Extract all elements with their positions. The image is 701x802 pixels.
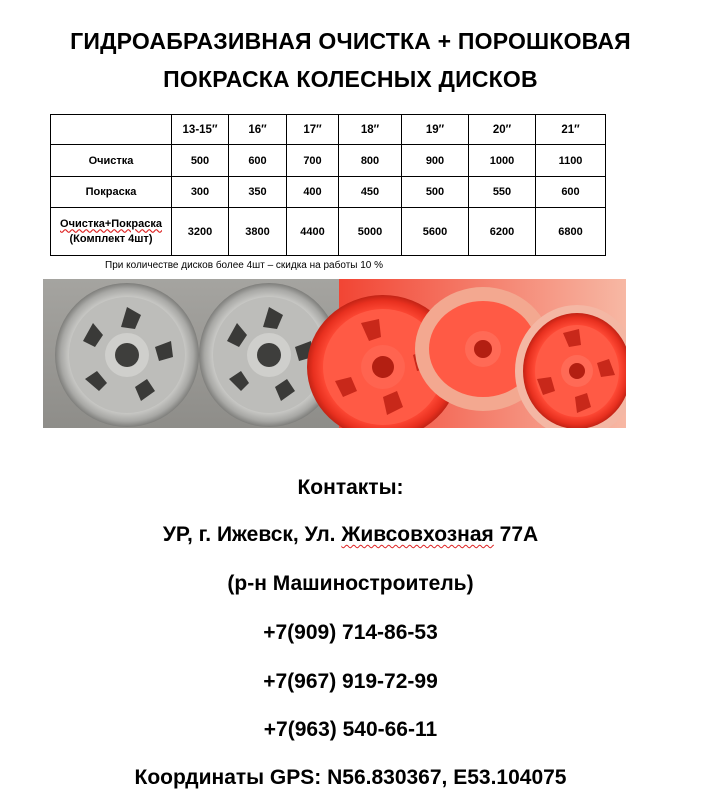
- table-header-cell: 16″: [229, 115, 287, 145]
- row-label: Очистка: [51, 145, 172, 177]
- address-street: Живсовхозная: [341, 523, 494, 546]
- table-cell: 350: [229, 177, 287, 208]
- contacts-heading: Контакты:: [297, 476, 404, 499]
- wheels-photo: [43, 279, 626, 428]
- contact-gps: Координаты GPS: N56.830367, E53.104075: [134, 766, 567, 789]
- table-cell: 1000: [469, 145, 536, 177]
- contact-phone-1: +7(909) 714-86-53: [263, 621, 438, 644]
- table-cell: 900: [402, 145, 469, 177]
- wheels-photo-illustration: [43, 279, 626, 428]
- table-cell: 500: [172, 145, 229, 177]
- row-label-line-2: (Комплект 4шт): [69, 232, 153, 245]
- table-cell: 500: [402, 177, 469, 208]
- table-header-cell: 19″: [402, 115, 469, 145]
- table-cell: 5000: [339, 208, 402, 256]
- table-header-cell: 20″: [469, 115, 536, 145]
- contact-phone-3: +7(963) 540-66-11: [263, 718, 438, 741]
- table-cell: 600: [229, 145, 287, 177]
- address-prefix: УР, г. Ижевск, Ул.: [162, 523, 342, 546]
- price-table: [50, 114, 606, 256]
- discount-note: При количестве дисков более 4шт – скидка на работы 10 %: [105, 260, 384, 271]
- contact-district: (р-н Машиностроитель): [227, 572, 474, 595]
- table-cell: 5600: [402, 208, 469, 256]
- table-cell: 3800: [229, 208, 287, 256]
- table-header-cell: 17″: [287, 115, 339, 145]
- table-header-cell: 13-15″: [172, 115, 229, 145]
- table-cell: 550: [469, 177, 536, 208]
- contact-address: [0, 522, 701, 548]
- address-suffix: 77А: [493, 523, 539, 546]
- table-header-cell: [51, 115, 172, 145]
- table-cell: 4400: [287, 208, 339, 256]
- table-row: [51, 145, 606, 177]
- gray-wheel-1: [55, 283, 199, 427]
- table-cell: 400: [287, 177, 339, 208]
- table-cell: 300: [172, 177, 229, 208]
- table-header-cell: 18″: [339, 115, 402, 145]
- table-cell: 6800: [536, 208, 606, 256]
- page-title-line-1: ГИДРОАБРАЗИВНАЯ ОЧИСТКА + ПОРОШКОВАЯ: [70, 28, 631, 54]
- page-title-line-2: ПОКРАСКА КОЛЕСНЫХ ДИСКОВ: [163, 66, 538, 92]
- table-row: [51, 208, 606, 256]
- table-cell: 3200: [172, 208, 229, 256]
- table-cell: 700: [287, 145, 339, 177]
- table-header-row: [51, 115, 606, 145]
- row-label: [51, 208, 172, 256]
- table-cell: 800: [339, 145, 402, 177]
- table-cell: 6200: [469, 208, 536, 256]
- table-row: [51, 177, 606, 208]
- contact-phone-2: +7(967) 919-72-99: [263, 670, 438, 693]
- row-label: Покраска: [51, 177, 172, 208]
- table-cell: 450: [339, 177, 402, 208]
- table-cell: 1100: [536, 145, 606, 177]
- table-header-cell: 21″: [536, 115, 606, 145]
- row-label-line-1: Очистка+Покраска: [60, 217, 162, 230]
- table-cell: 600: [536, 177, 606, 208]
